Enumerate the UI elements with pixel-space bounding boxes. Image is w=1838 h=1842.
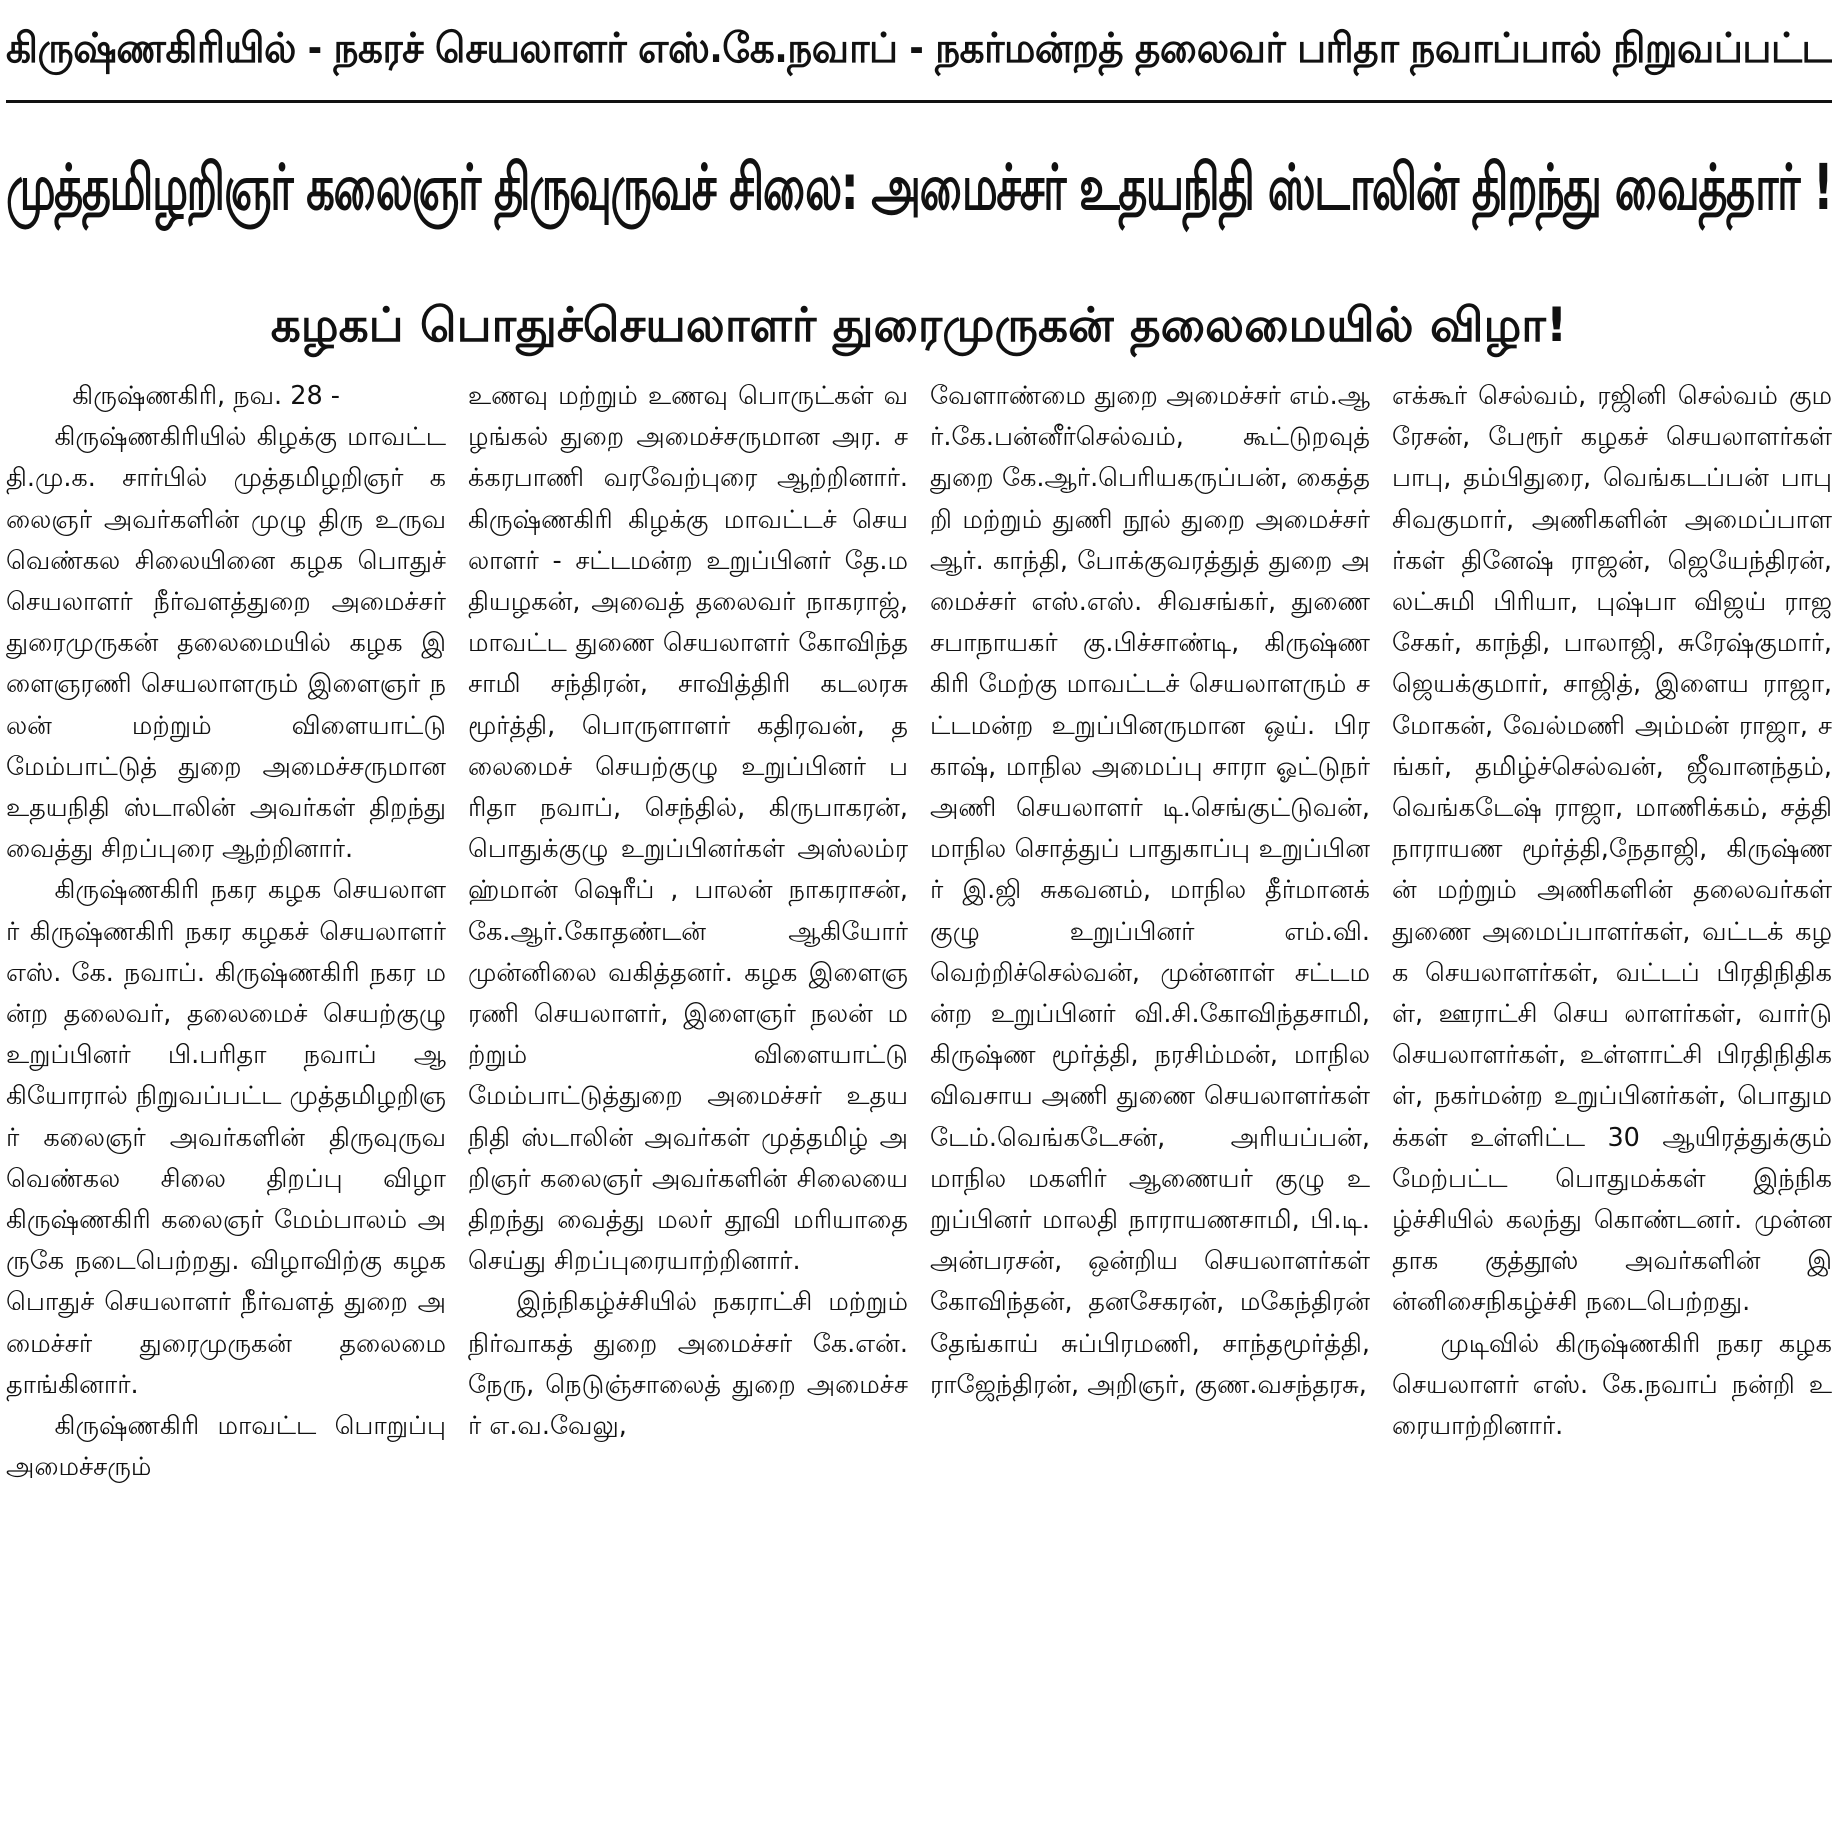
article-column-4 [1392,376,1832,1836]
body-paragraph: கிருஷ்ணகிரியில் கிழக்கு மாவட்ட தி.மு.க. சார்பில் முத்தமிழறிஞர் கலைஞர் அவர்களின் முழு திரு உருவ வெண்கல சிலையினை கழக பொதுச் செயலாளர் நீர்வளத்துறை அமைச்சர் துரைமுருகன் தலைமையில் கழக இளைஞரணி செயலாளரும் இளைஞர் நலன் மற்றும் விளையாட்டு மேம்பாட்டுத் துறை அமைச்சருமான உதயநிதி ஸ்டாலின் அவர்கள் திறந்து வைத்து சிறப்புரை ஆற்றினார். [6,422,446,865]
article-column-1 [6,376,446,1836]
headline: முத்தமிழறிஞர் கலைஞர் திருவுருவச் சிலை: அமைச்சர் உதயநிதி ஸ்டாலின் திறந்து வைத்தார் ! [6,151,1832,224]
body-paragraph: இந்நிகழ்ச்சியில் நகராட்சி மற்றும் நிர்வாகத் துறை அமைச்சர் கே.என். நேரு, நெடுஞ்சாலைத் துறை அமைச்சர் எ.வ.வேலு, [468,1287,908,1442]
subheadline: கழகப் பொதுச்செயலாளர் துரைமுருகன் தலைமையில் விழா! [270,298,1568,353]
body-paragraph: எக்கூர் செல்வம், ரஜினி செல்வம் குமரேசன், பேரூர் கழகச் செயலாளர்கள் பாபு, தம்பிதுரை, வெங்கடப்பன் பாபு சிவகுமார், அணிகளின் அமைப்பாளர்கள் தினேஷ் ராஜன், ஜெயேந்திரன், லட்சுமி பிரியா, புஷ்பா விஜய் ராஜசேகர், காந்தி, பாலாஜி, சுரேஷ்குமார், ஜெயக்குமார், சாஜித், இளைய ராஜா, மோகன், வேல்மணி அம்மன் ராஜா, சங்கர், தமிழ்ச்செல்வன், ஜீவானந்தம், வெங்கடேஷ் ராஜா, மாணிக்கம், சத்தி நாராயண மூர்த்தி,நேதாஜி, கிருஷ்ணன் மற்றும் அணிகளின் தலைவர்கள் துணை அமைப்பாளர்கள், வட்டக் கழக செயலாளர்கள், வட்டப் பிரதிநிதிகள், ஊராட்சி செய லாளர்கள், வார்டு செயலாளர்கள், உள்ளாட்சி பிரதிநிதிகள், நகர்மன்ற உறுப்பினர்கள், பொதுமக்கள் உள்ளிட்ட 30 ஆயிரத்துக்கும் மேற்பட்ட பொதுமக்கள் இந்நிகழ்ச்சியில் கலந்து கொண்டனர். முன்னதாக குத்தூஸ் அவர்களின் இன்னிசைநிகழ்ச்சி நடைபெற்றது. [1392,381,1832,1318]
body-paragraph: உணவு மற்றும் உணவு பொருட்கள் வழங்கல் துறை அமைச்சருமான அர. சக்கரபாணி வரவேற்புரை ஆற்றினார். கிருஷ்ணகிரி கிழக்கு மாவட்டச் செயலாளர் - சட்டமன்ற உறுப்பினர் தே.மதியழகன், அவைத் தலைவர் நாகராஜ், மாவட்ட துணை செயலாளர் கோவிந்தசாமி சந்திரன், சாவித்திரி கடலரசு மூர்த்தி, பொருளாளர் கதிரவன், தலைமைச் செயற்குழு உறுப்பினர் பரிதா நவாப், செந்தில், கிருபாகரன், பொதுக்குழு உறுப்பினர்கள் அஸ்லம்ரஹ்மான் ஷெரீப் , பாலன் நாகராசன், கே.ஆர்.கோதண்டன் ஆகியோர் முன்னிலை வகித்தனர். கழக இளைஞரணி செயலாளர், இளைஞர் நலன் மற்றும் விளையாட்டு மேம்பாட்டுத்துறை அமைச்சர் உதயநிதி ஸ்டாலின் அவர்கள் முத்தமிழ் அறிஞர் கலைஞர் அவர்களின் சிலையை திறந்து வைத்து மலர் தூவி மரியாதை செய்து சிறப்புரையாற்றினார். [468,381,908,1277]
article-column-3 [930,376,1370,1836]
kicker-line: கிருஷ்ணகிரியில் - நகரச் செயலாளர் எஸ்.கே.நவாப் - நகர்மன்றத் தலைவர் பரிதா நவாப்பால் நிறுவப்பட்ட [6,24,1832,72]
header-divider [6,100,1832,103]
article-column-2 [468,376,908,1836]
body-paragraph: கிருஷ்ணகிரி நகர கழக செயலாளர் கிருஷ்ணகிரி நகர கழகச் செயலாளர் எஸ். கே. நவாப். கிருஷ்ணகிரி நகர மன்ற தலைவர், தலைமைச் செயற்குழு உறுப்பினர் பி.பரிதா நவாப் ஆகியோரால் நிறுவப்பட்ட முத்தமிழறிஞர் கலைஞர் அவர்களின் திருவுருவ வெண்கல சிலை திறப்பு விழா கிருஷ்ணகிரி கலைஞர் மேம்பாலம் அருகே நடைபெற்றது. விழாவிற்கு கழக பொதுச் செயலாளர் நீர்வளத் துறை அமைச்சர் துரைமுருகன் தலைமை தாங்கினார். [6,875,446,1400]
body-paragraph: வேளாண்மை துறை அமைச்சர் எம்.ஆர்.கே.பன்னீர்செல்வம், கூட்டுறவுத் துறை கே.ஆர்.பெரியகருப்பன், கைத்தறி மற்றும் துணி நூல் துறை அமைச்சர் ஆர். காந்தி, போக்குவரத்துத் துறை அமைச்சர் எஸ்.எஸ். சிவசங்கர், துணை சபாநாயகர் கு.பிச்சாண்டி, கிருஷ்ணகிரி மேற்கு மாவட்டச் செயலாளரும் சட்டமன்ற உறுப்பினருமான ஒய். பிரகாஷ், மாநில அமைப்பு சாரா ஓட்டுநர் அணி செயலாளர் டி.செங்குட்டுவன், மாநில சொத்துப் பாதுகாப்பு உறுப்பினர் இ.ஜி சுகவனம், மாநில தீர்மானக் குழு உறுப்பினர் எம்.வி. வெற்றிச்செல்வன், முன்னாள் சட்டமன்ற உறுப்பினர் வி.சி.கோவிந்தசாமி, கிருஷ்ண மூர்த்தி, நரசிம்மன், மாநில விவசாய அணி துணை செயலாளர்கள் டேம்.வெங்கடேசன், அரியப்பன், மாநில மகளிர் ஆணையர் குழு உறுப்பினர் மாலதி நாராயணசாமி, பி.டி. அன்பரசன், ஒன்றிய செயலாளர்கள் கோவிந்தன், தனசேகரன், மகேந்திரன் தேங்காய் சுப்பிரமணி, சாந்தமூர்த்தி, ராஜேந்திரன், அறிஞர், குண.வசந்தரசு, [930,381,1370,1400]
body-paragraph: முடிவில் கிருஷ்ணகிரி நகர கழக செயலாளர் எஸ். கே.நவாப் நன்றி உரையாற்றினார். [1392,1328,1832,1442]
dateline: கிருஷ்ணகிரி, நவ. 28 - [72,381,340,411]
body-paragraph: கிருஷ்ணகிரி மாவட்ட பொறுப்பு அமைச்சரும் [6,1411,446,1483]
article-body [6,376,1832,1836]
